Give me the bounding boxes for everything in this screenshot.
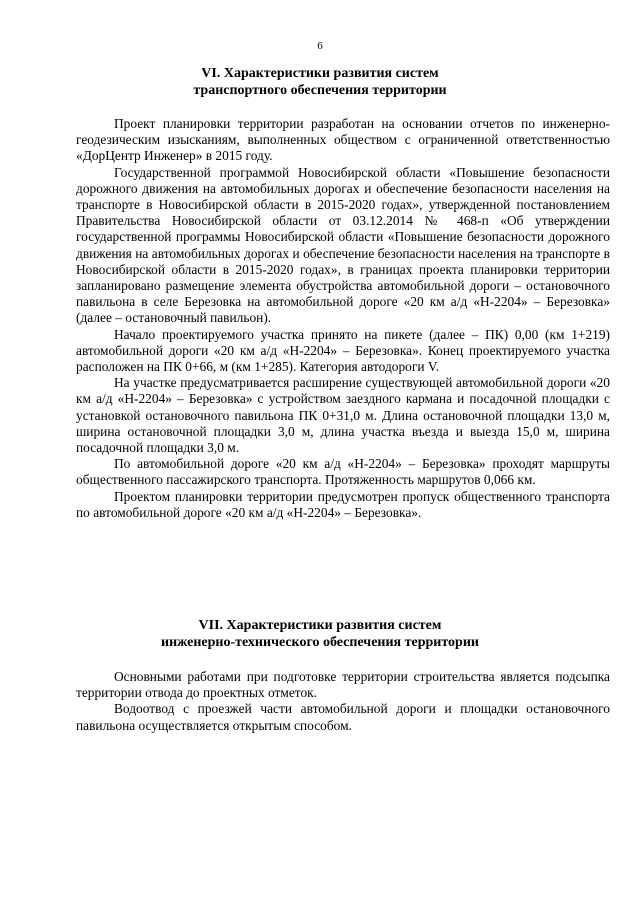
paragraph: Проект планировки территории разработан на основании отчетов по инженерно-геодезическим изысканиям, выполненных обществом с ограниченной ответственностью «ДорЦентр Инженер» в 2015 году.	[76, 116, 610, 164]
section-7-heading	[0, 618, 640, 651]
page-number: 6	[317, 40, 323, 52]
paragraph: По автомобильной дороге «20 км а/д «Н-2204» – Березовка» проходят маршруты общественного пассажирского транспорта. Протяженность маршрутов 0,066 км.	[76, 456, 610, 488]
section-6-heading	[0, 66, 640, 99]
section-6-title-line-1: VI. Характеристики развития систем	[201, 66, 439, 81]
paragraph: Государственной программой Новосибирской области «Повышение безопасности дорожного движения на автомобильных дорогах и обеспечение безопасности населения на транспорте в Новосибирской области в 2015-2020 годах», утвержденной постановлением Правительства Новосибирской области от 03.12.2014 № 468-п «Об утверждении государственной программы Новосибирской области «Повышение безопасности дорожного движения на автомобильных дорогах и обеспечение безопасности населения на транспорте в Новосибирской области в 2015-2020 годах», в границах проекта планировки территории запланировано размещение элемента обустройства автомобильной дороги – остановочного павильона в селе Березовка на автомобильной дороге «20 км а/д «Н-2204» – Березовка» (далее – остановочный павильон).	[76, 164, 610, 326]
paragraph: На участке предусматривается расширение существующей автомобильной дороги «20 км а/д «Н-2204» – Березовка» с устройством заездного кармана и посадочной площадки с установкой остановочного павильона ПК 0+31,0 м. Длина остановочной площадки 13,0 м, ширина остановочной площадки 3,0 м, длина участка въезда и выезда 15,0 м, ширина посадочной площадки 3,0 м.	[76, 375, 610, 456]
section-6-body	[76, 116, 610, 521]
section-7-body	[76, 669, 610, 734]
paragraph: Проектом планировки территории предусмотрен пропуск общественного транспорта по автомобильной дороге «20 км а/д «Н-2204» – Березовка».	[76, 488, 610, 520]
section-7-title-line-2: инженерно-технического обеспечения территории	[161, 634, 479, 650]
section-6-title-line-2: транспортного обеспечения территории	[193, 82, 447, 98]
paragraph: Основными работами при подготовке территории строительства является подсыпка территории отвода до проектных отметок.	[76, 669, 610, 701]
paragraph: Водоотвод с проезжей части автомобильной дороги и площадки остановочного павильона осуществляется открытым способом.	[76, 701, 610, 733]
section-7-title-line-1: VII. Характеристики развития систем	[198, 618, 442, 633]
paragraph: Начало проектируемого участка принято на пикете (далее – ПК) 0,00 (км 1+219) автомобильной дороги «20 км а/д «Н-2204» – Березовка». Конец проектируемого участка расположен на ПК 0+66, м (км 1+285). Категория автодороги V.	[76, 326, 610, 375]
